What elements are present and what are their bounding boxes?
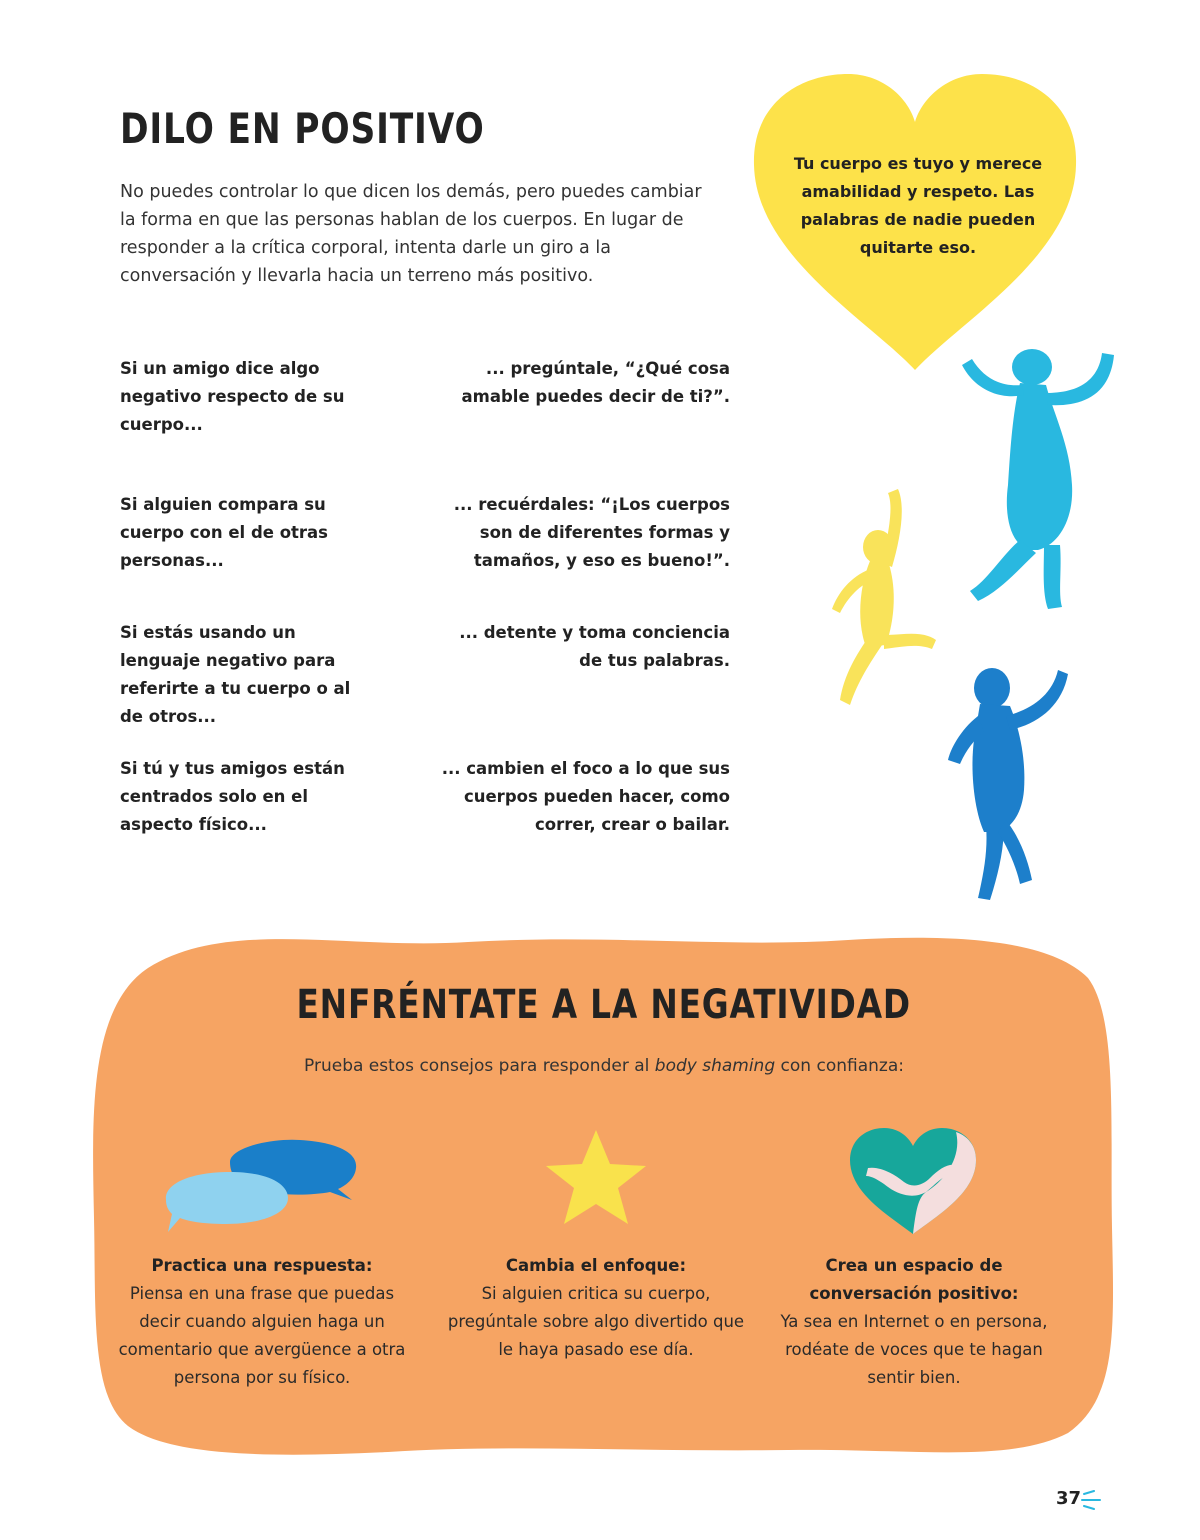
tip-response: ... pregúntale, “¿Qué cosa amable puedes decir de ti?”. <box>461 359 730 406</box>
section-subtitle-before: Prueba estos consejos para responder al <box>304 1056 655 1076</box>
yellow-figure-illustration <box>826 485 956 725</box>
column-heading: Cambia el enfoque: <box>505 1256 687 1275</box>
tip-response: ... recuérdales: “¡Los cuerpos son de diferentes formas y tamaños, y eso es bueno!”. <box>453 495 730 570</box>
heart-hands-icon <box>846 1126 980 1238</box>
section-title <box>120 982 1088 1028</box>
column-heading: Practica una respuesta: <box>151 1256 373 1275</box>
tip-situation: Si un amigo dice algo negativo respecto de su cuerpo... <box>120 359 345 434</box>
section-subtitle-italic: body shaming <box>654 1056 776 1076</box>
star-icon <box>540 1126 650 1230</box>
column-body: Piensa en una frase que puedas decir cuando alguien haga un comentario que avergüence a otra persona por su físico. <box>118 1284 406 1387</box>
column-body: Ya sea en Internet o en persona, rodéate de voces que te hagan sentir bien. <box>780 1312 1048 1387</box>
section-subtitle <box>120 1056 1088 1076</box>
section-subtitle-after: con confianza: <box>775 1056 904 1076</box>
page-accent-icon <box>1078 1490 1102 1510</box>
tip-response: ... cambien el foco a lo que sus cuerpos pueden hacer, como correr, crear o bailar. <box>441 759 730 834</box>
blue-figure-illustration <box>940 660 1080 910</box>
tip-column-practice <box>112 1252 412 1392</box>
tip-situation: Si tú y tus amigos están centrados solo en el aspecto físico... <box>120 759 345 834</box>
tip-situation: Si estás usando un lenguaje negativo para referirte a tu cuerpo o al de otros... <box>120 623 351 726</box>
tip-situation: Si alguien compara su cuerpo con el de otras personas... <box>120 495 329 570</box>
tip-column-focus <box>446 1252 746 1364</box>
section-title-text: ENFRÉNTATE A LA NEGATIVIDAD <box>296 982 912 1028</box>
tip-response: ... detente y toma conciencia de tus palabras. <box>459 623 730 670</box>
column-body: Si alguien critica su cuerpo, pregúntale sobre algo divertido que le haya pasado ese día. <box>447 1284 745 1359</box>
speech-bubbles-icon <box>160 1134 360 1234</box>
intro-paragraph: No puedes controlar lo que dicen los demás, pero puedes cambiar la forma en que las personas hablan de los cuerpos. En lugar de responder a la crítica corporal, intenta darle un giro a la conversación y llevarla hacia un terreno más positivo. <box>120 182 702 286</box>
column-heading: Crea un espacio de conversación positivo: <box>809 1256 1019 1303</box>
heart-message: Tu cuerpo es tuyo y merece amabilidad y respeto. Las palabras de nadie pueden quitarte eso. <box>793 154 1043 257</box>
page-title: DILO EN POSITIVO <box>120 104 485 153</box>
tip-column-space <box>764 1252 1064 1392</box>
cyan-figure-illustration <box>950 345 1120 615</box>
page-number: 37 <box>1056 1488 1082 1509</box>
